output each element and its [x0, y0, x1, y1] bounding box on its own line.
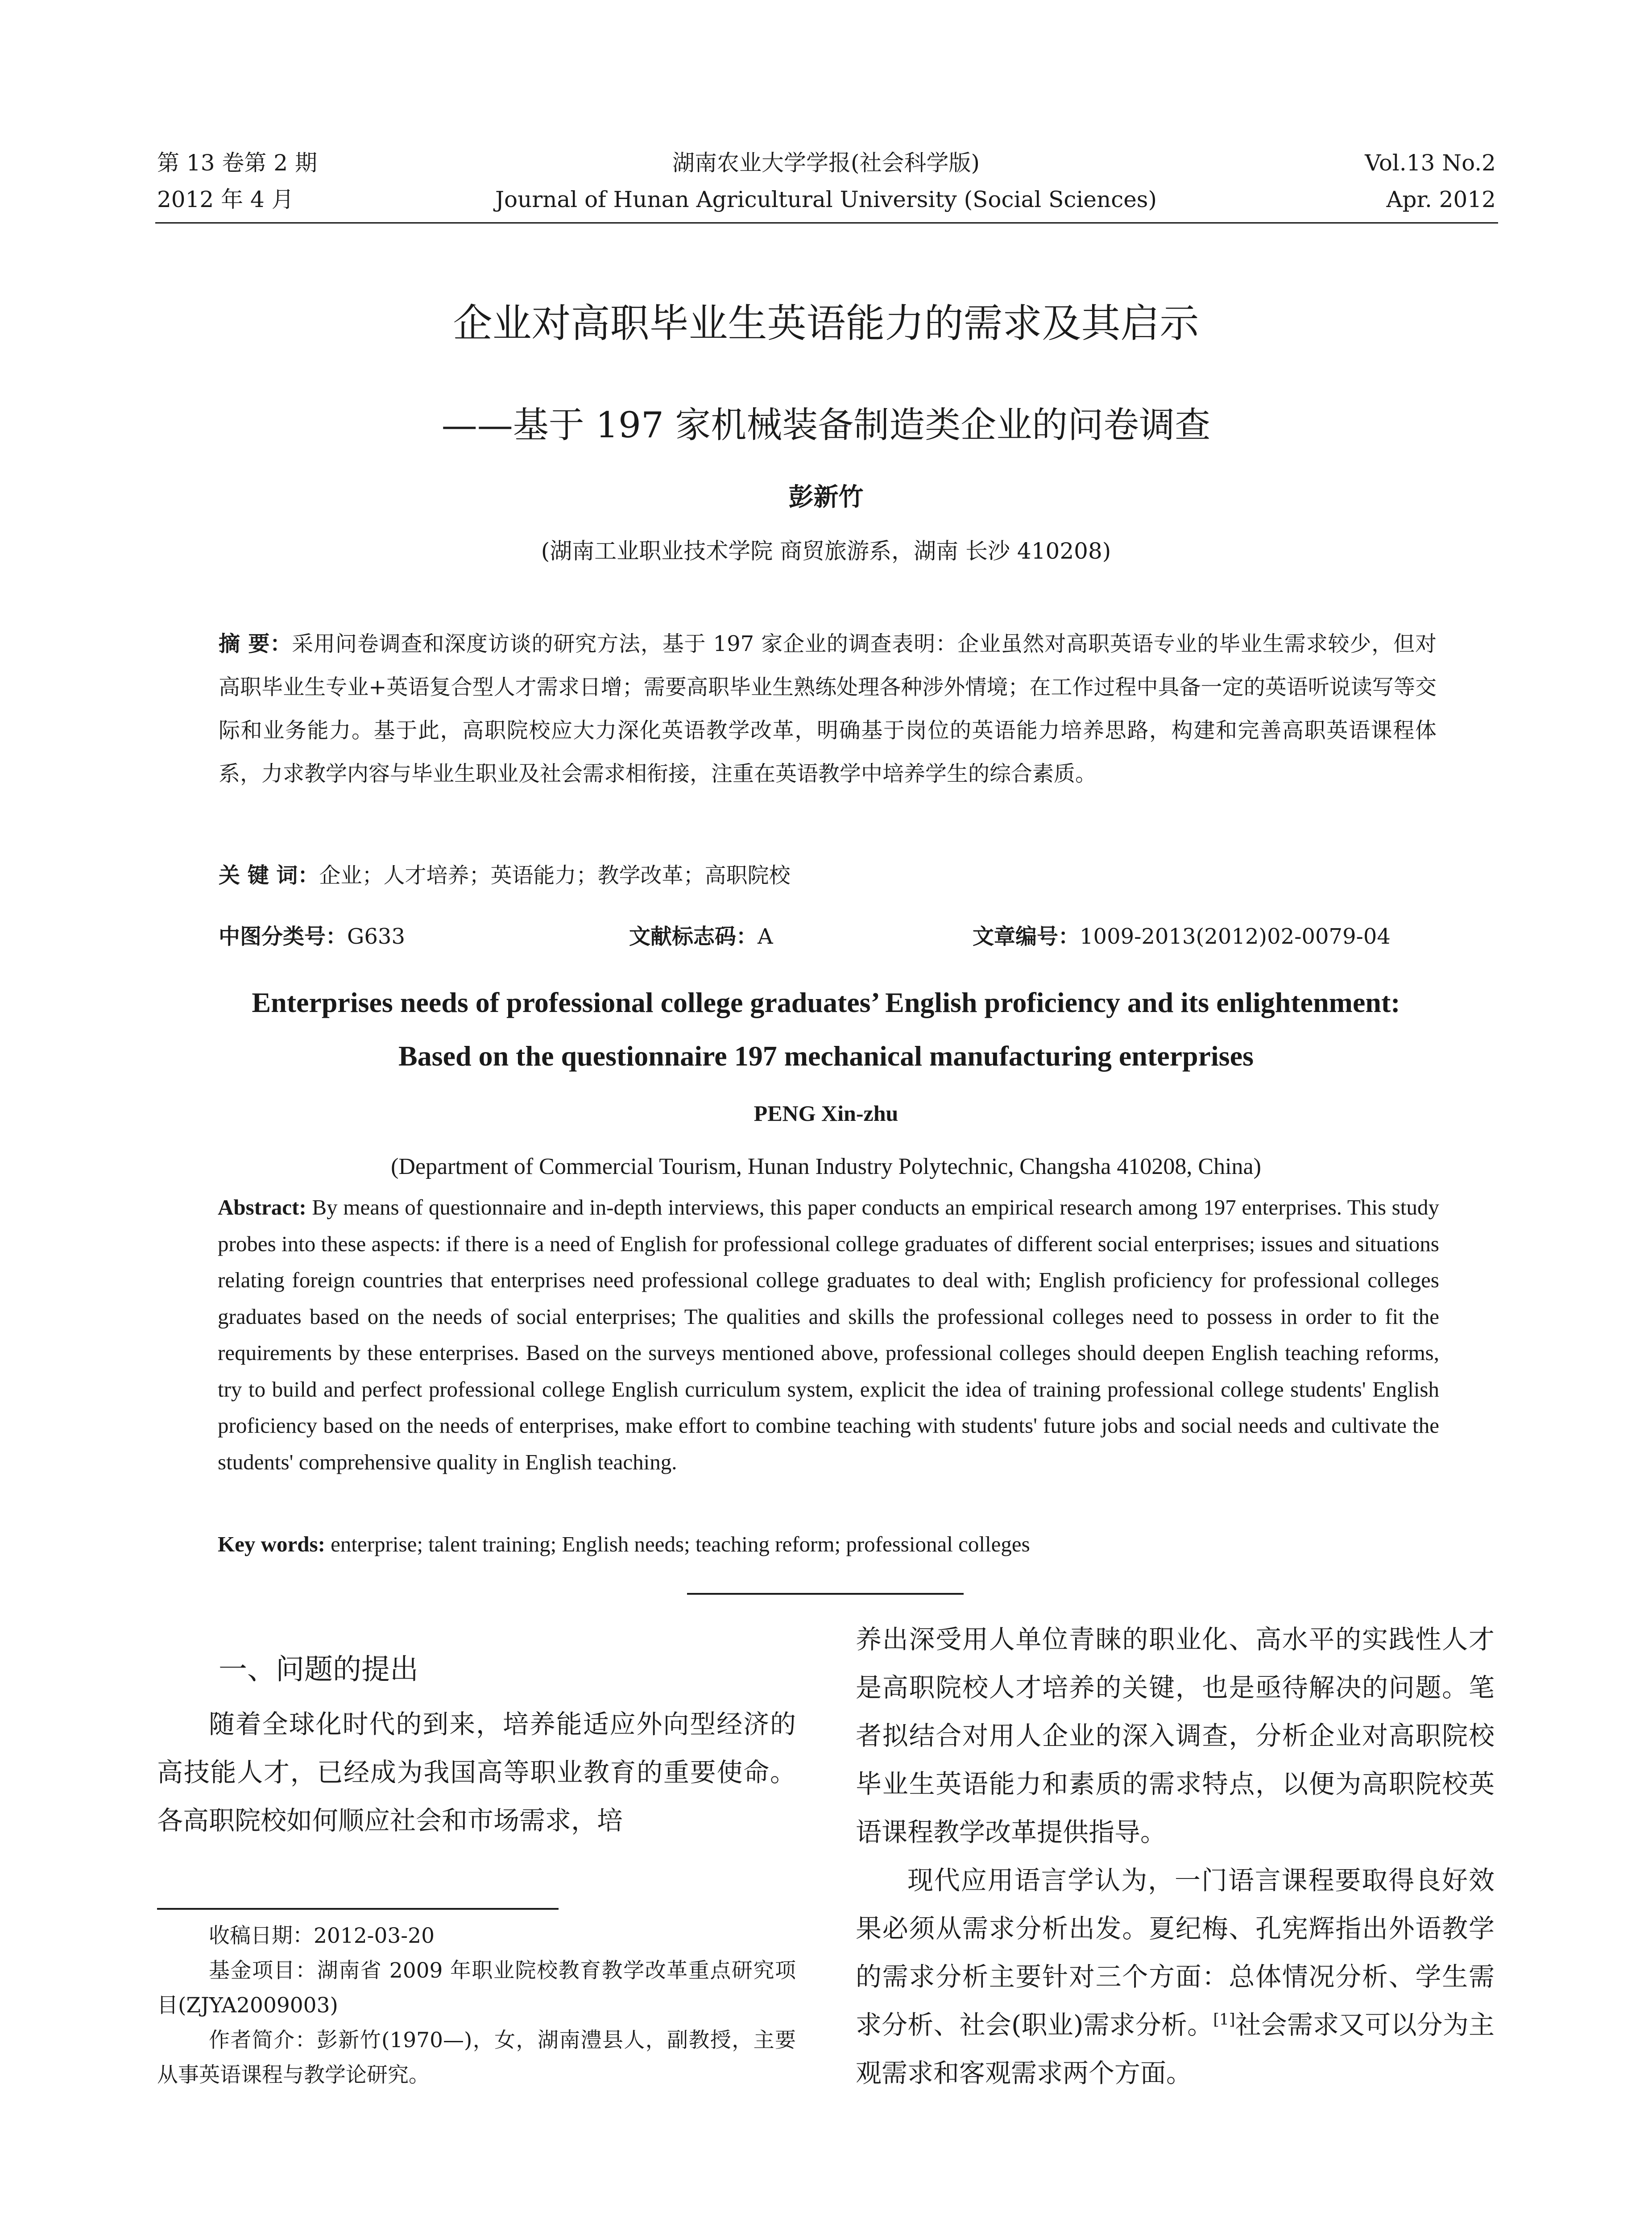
header-vol-no: Vol.13 No.2	[1365, 150, 1496, 176]
abstract-en-label: Abstract:	[218, 1195, 306, 1219]
header-rule	[155, 222, 1498, 224]
right-paragraph-1: 养出深受用人单位青睐的职业化、高水平的实践性人才是高职院校人才培养的关键，也是亟待解决的问题。笔者拟结合对用人企业的深入调查，分析企业对高职院校毕业生英语能力和素质的需求特点，以便为高职院校英语课程教学改革提供指导。	[856, 1624, 1495, 1847]
fund-value: 湖南省 2009 年职业院校教育教学改革重点研究项目(ZJYA2009003)	[157, 1958, 796, 2018]
abstract-divider	[687, 1593, 964, 1595]
affiliation-en: (Department of Commercial Tourism, Hunan Industry Polytechnic, Changsha 410208, China)	[391, 1154, 1261, 1179]
author-cn: 彭新竹	[788, 483, 864, 512]
abstract-cn	[219, 622, 1437, 796]
abstract-en-text: By means of questionnaire and in-depth interviews, this paper conducts an empirical research among 197 enterprises. This study probes into these aspects: if there is a need of English for professional college graduates of different social enterprises; issues and situations relating foreign countries that enterprises need professional college graduates to deal with; English proficiency for professional colleges graduates based on the needs of social enterprises; The qualities and skills the professional colleges need to possess in order to fit the requirements by these enterprises. Based on the surveys mentioned above, professional colleges should deepen English teaching reforms, try to build and perfect professional college English curriculum system, explicit the idea of training professional college students' English proficiency based on the needs of enterprises, make effort to combine teaching with students' future jobs and social needs and cultivate the students' comprehensive quality in English teaching.	[218, 1195, 1439, 1474]
title-cn: 企业对高职毕业生英语能力的需求及其启示	[453, 300, 1199, 346]
header-date-cn: 2012 年 4 月	[157, 187, 294, 212]
author-bio-value: 彭新竹(1970—)，女，湖南澧县人，副教授，主要从事英语课程与教学论研究。	[157, 2028, 796, 2087]
received-label: 收稿日期：	[209, 1924, 314, 1948]
keywords-cn-text: 企业；人才培养；英语能力；教学改革；高职院校	[319, 863, 791, 888]
doc-code-label: 文献标志码：	[629, 924, 758, 949]
header-journal-en: Journal of Hunan Agricultural University (Social Sciences)	[495, 187, 1157, 212]
author-bio-label: 作者简介：	[209, 2028, 317, 2053]
keywords-en-text: enterprise; talent training; English needs; teaching reform; professional colleges	[325, 1532, 1030, 1556]
keywords-en	[218, 1526, 1439, 1563]
title-en-line2: Based on the questionnaire 197 mechanical manufacturing enterprises	[398, 1040, 1254, 1072]
header-date-en: Apr. 2012	[1386, 187, 1496, 212]
document-code	[629, 919, 773, 950]
article-number-value: 1009-2013(2012)02-0079-04	[1080, 924, 1391, 949]
right-paragraph-2	[856, 1856, 1495, 2097]
clc-label: 中图分类号：	[219, 924, 348, 949]
abstract-cn-text: 采用问卷调查和深度访谈的研究方法，基于 197 家企业的调查表明：企业虽然对高职英语专业的毕业生需求较少，但对高职毕业生专业+英语复合型人才需求日增；需要高职毕业生熟练处理各种涉外情境；在工作过程中具备一定的英语听说读写等交际和业务能力。基于此，高职院校应大力深化英语教学改革，明确基于岗位的英语能力培养思路，构建和完善高职英语课程体系，力求教学内容与毕业生职业及社会需求相衔接，注重在英语教学中培养学生的综合素质。	[219, 631, 1437, 786]
keywords-cn-label: 关 键 词：	[219, 863, 319, 888]
footnote-received	[157, 1919, 796, 1953]
subtitle-cn: ——基于 197 家机械装备制造类企业的问卷调查	[441, 404, 1211, 446]
header-volume-issue: 第 13 卷第 2 期	[157, 150, 318, 176]
keywords-cn	[219, 854, 1437, 897]
affiliation-cn: (湖南工业职业技术学院 商贸旅游系，湖南 长沙 410208)	[541, 538, 1111, 564]
footnote-fund	[157, 1953, 796, 2023]
keywords-en-label: Key words:	[218, 1532, 325, 1556]
citation-ref-1: [1]	[1213, 2011, 1235, 2029]
fund-label: 基金项目：	[209, 1958, 317, 1983]
right-paragraph-2-text-b: 社会需求又可以分为主观需求和客观需求两个方面。	[856, 2010, 1495, 2088]
clc-number	[219, 919, 405, 950]
footnote-rule	[157, 1908, 559, 1910]
header-journal-cn: 湖南农业大学学报(社会科学版)	[672, 150, 980, 176]
left-paragraph: 随着全球化时代的到来，培养能适应外向型经济的高技能人才，已经成为我国高等职业教育的重要使命。各高职院校如何顺应社会和市场需求，培	[157, 1709, 796, 1836]
article-number-label: 文章编号：	[973, 924, 1080, 949]
abstract-cn-label: 摘 要：	[219, 631, 292, 656]
section-heading-1: 一、问题的提出	[219, 1653, 418, 1686]
footnote-author	[157, 2023, 796, 2093]
title-en-line1: Enterprises needs of professional college graduates’ English proficiency and its enlightenment:	[252, 987, 1400, 1018]
received-value: 2012-03-20	[314, 1924, 435, 1948]
doc-code-value: A	[758, 924, 773, 949]
author-en: PENG Xin-zhu	[754, 1101, 898, 1126]
article-number	[973, 919, 1391, 950]
right-paragraph-2-text-a: 现代应用语言学认为，一门语言课程要取得良好效果必须从需求分析出发。夏纪梅、孔宪辉指出外语教学的需求分析主要针对三个方面：总体情况分析、学生需求分析、社会(职业)需求分析。	[856, 1865, 1495, 2040]
clc-value: G633	[347, 924, 405, 949]
abstract-en	[218, 1189, 1439, 1480]
